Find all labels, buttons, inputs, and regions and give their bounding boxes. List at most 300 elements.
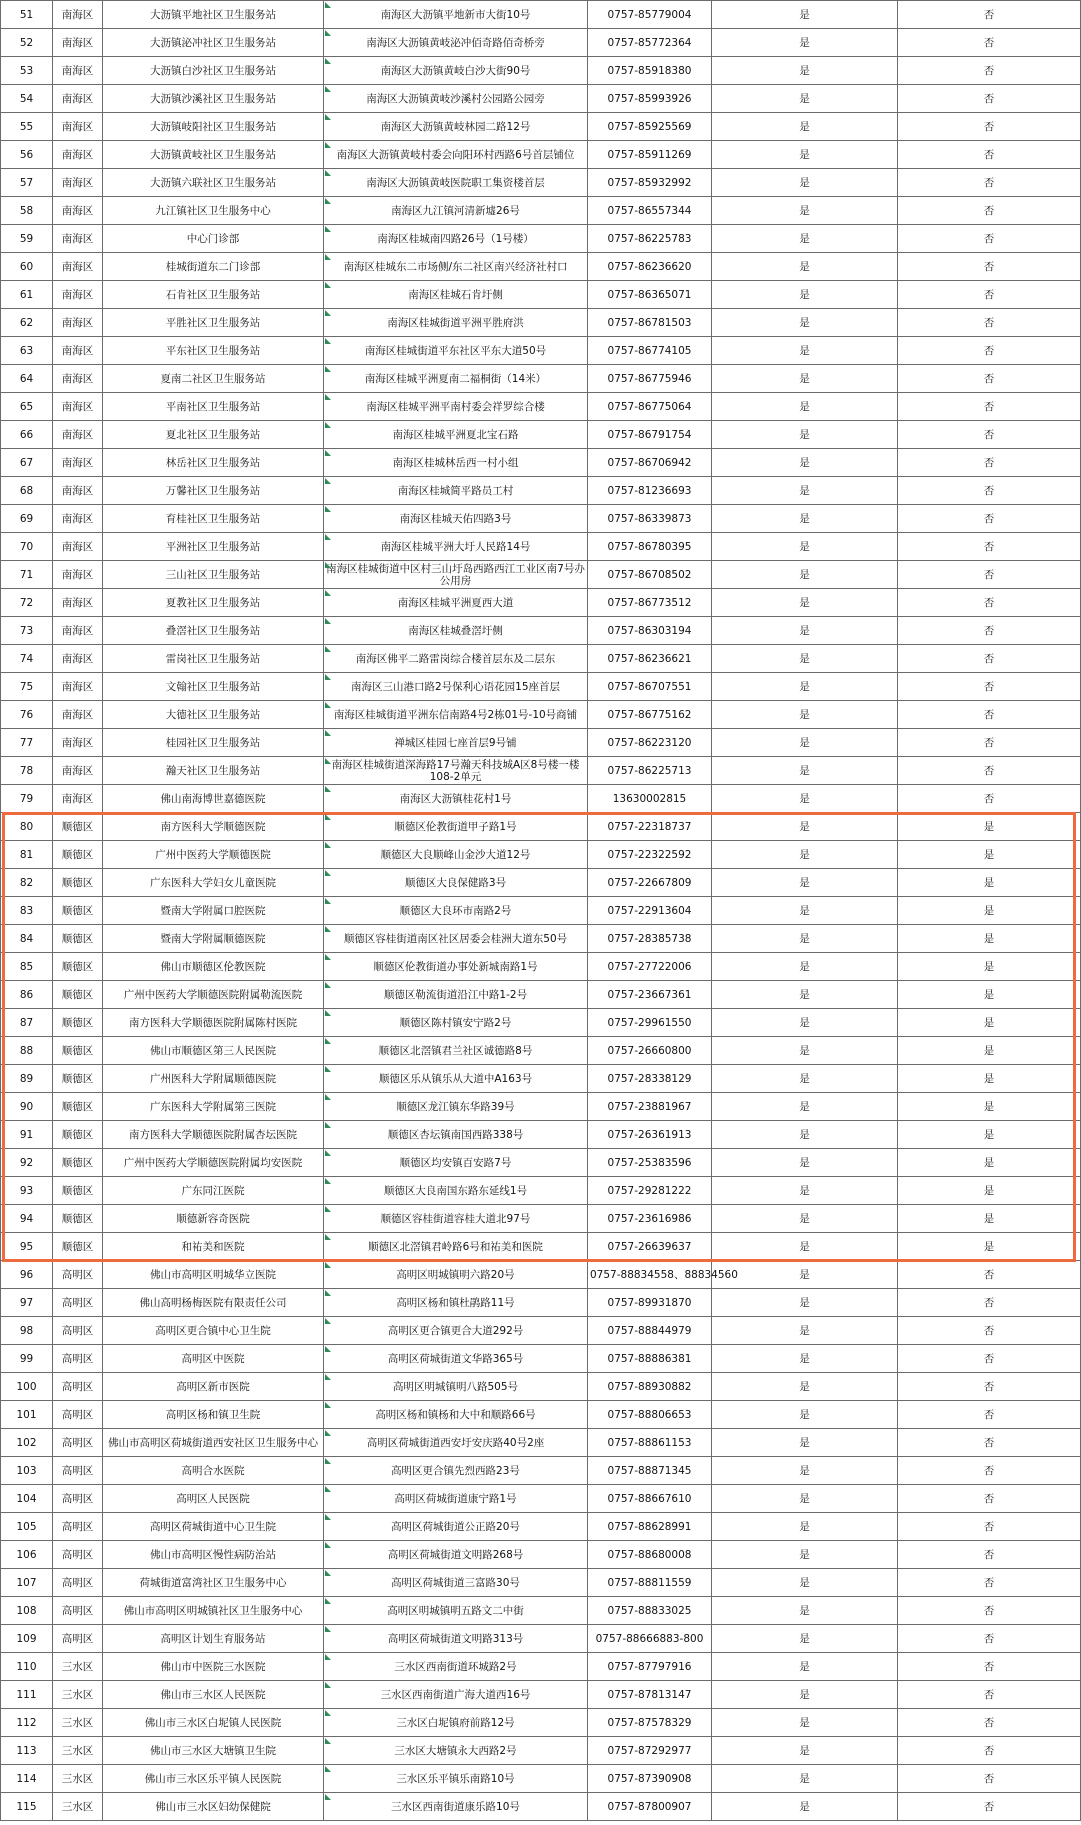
cell-institution[interactable]: 佛山市高明区荷城街道西安社区卫生服务中心 (103, 1429, 324, 1457)
cell-institution[interactable]: 佛山市三水区乐平镇人民医院 (103, 1765, 324, 1793)
cell-flag-b[interactable]: 否 (898, 1653, 1081, 1681)
cell-address[interactable]: 顺德区北滘镇君兰社区诚德路8号 (324, 1037, 588, 1065)
cell-institution[interactable]: 佛山市高明区明城镇社区卫生服务中心 (103, 1597, 324, 1625)
cell-index[interactable]: 75 (1, 673, 53, 701)
cell-index[interactable]: 93 (1, 1177, 53, 1205)
cell-phone[interactable]: 0757-86791754 (588, 421, 712, 449)
cell-phone[interactable]: 0757-87797916 (588, 1653, 712, 1681)
cell-index[interactable]: 71 (1, 561, 53, 589)
cell-flag-b[interactable]: 是 (898, 1037, 1081, 1065)
cell-phone[interactable]: 0757-86780395 (588, 533, 712, 561)
cell-flag-b[interactable]: 否 (898, 225, 1081, 253)
cell-institution[interactable]: 佛山南海博世嘉德医院 (103, 785, 324, 813)
cell-flag-b[interactable]: 否 (898, 1, 1081, 29)
cell-flag-a[interactable]: 是 (712, 925, 898, 953)
cell-address[interactable]: 高明区杨和镇杜鹃路11号 (324, 1289, 588, 1317)
cell-district[interactable]: 南海区 (53, 337, 103, 365)
cell-index[interactable]: 88 (1, 1037, 53, 1065)
cell-phone[interactable]: 0757-81236693 (588, 477, 712, 505)
cell-index[interactable]: 60 (1, 253, 53, 281)
cell-address[interactable]: 南海区大沥镇黄岐村委会向阳环村西路6号首层铺位 (324, 141, 588, 169)
cell-district[interactable]: 南海区 (53, 141, 103, 169)
cell-address[interactable]: 高明区更合镇先烈西路23号 (324, 1457, 588, 1485)
cell-flag-a[interactable]: 是 (712, 1793, 898, 1821)
cell-flag-b[interactable]: 否 (898, 1485, 1081, 1513)
cell-flag-b[interactable]: 否 (898, 1373, 1081, 1401)
cell-flag-b[interactable]: 是 (898, 869, 1081, 897)
cell-index[interactable]: 99 (1, 1345, 53, 1373)
cell-address[interactable]: 顺德区伦教街道甲子路1号 (324, 813, 588, 841)
cell-flag-a[interactable]: 是 (712, 505, 898, 533)
cell-phone[interactable]: 0757-87578329 (588, 1709, 712, 1737)
cell-flag-a[interactable]: 是 (712, 1009, 898, 1037)
cell-phone[interactable]: 0757-85772364 (588, 29, 712, 57)
cell-flag-a[interactable]: 是 (712, 1737, 898, 1765)
cell-address[interactable]: 南海区大沥镇平地新市大街10号 (324, 1, 588, 29)
cell-district[interactable]: 南海区 (53, 757, 103, 785)
cell-flag-b[interactable]: 是 (898, 897, 1081, 925)
cell-index[interactable]: 113 (1, 1737, 53, 1765)
cell-institution[interactable]: 广东医科大学妇女儿童医院 (103, 869, 324, 897)
cell-phone[interactable]: 0757-28385738 (588, 925, 712, 953)
cell-address[interactable]: 高明区荷城街道公正路20号 (324, 1513, 588, 1541)
cell-index[interactable]: 66 (1, 421, 53, 449)
cell-address[interactable]: 顺德区大良环市南路2号 (324, 897, 588, 925)
cell-district[interactable]: 南海区 (53, 701, 103, 729)
cell-institution[interactable]: 佛山市三水区大塘镇卫生院 (103, 1737, 324, 1765)
cell-phone[interactable]: 0757-26660800 (588, 1037, 712, 1065)
cell-address[interactable]: 南海区桂城街道平洲平胜府洪 (324, 309, 588, 337)
cell-phone[interactable]: 0757-86303194 (588, 617, 712, 645)
cell-index[interactable]: 108 (1, 1597, 53, 1625)
cell-institution[interactable]: 夏北社区卫生服务站 (103, 421, 324, 449)
cell-flag-b[interactable]: 否 (898, 57, 1081, 85)
cell-index[interactable]: 105 (1, 1513, 53, 1541)
cell-district[interactable]: 高明区 (53, 1541, 103, 1569)
cell-flag-a[interactable]: 是 (712, 1121, 898, 1149)
cell-flag-b[interactable]: 否 (898, 1401, 1081, 1429)
cell-phone[interactable]: 0757-86557344 (588, 197, 712, 225)
cell-phone[interactable]: 0757-87390908 (588, 1765, 712, 1793)
cell-district[interactable]: 三水区 (53, 1737, 103, 1765)
cell-institution[interactable]: 三山社区卫生服务站 (103, 561, 324, 589)
cell-flag-a[interactable]: 是 (712, 1485, 898, 1513)
cell-flag-b[interactable]: 否 (898, 589, 1081, 617)
cell-index[interactable]: 73 (1, 617, 53, 645)
cell-address[interactable]: 顺德区容桂街道容桂大道北97号 (324, 1205, 588, 1233)
cell-phone[interactable]: 0757-86236621 (588, 645, 712, 673)
cell-index[interactable]: 107 (1, 1569, 53, 1597)
cell-address[interactable]: 南海区桂城南四路26号（1号楼） (324, 225, 588, 253)
cell-flag-a[interactable]: 是 (712, 1205, 898, 1233)
cell-address[interactable]: 顺德区杏坛镇南国西路338号 (324, 1121, 588, 1149)
cell-flag-b[interactable]: 是 (898, 1233, 1081, 1261)
cell-index[interactable]: 65 (1, 393, 53, 421)
cell-flag-a[interactable]: 是 (712, 169, 898, 197)
cell-district[interactable]: 南海区 (53, 589, 103, 617)
cell-flag-a[interactable]: 是 (712, 1513, 898, 1541)
cell-phone[interactable]: 0757-23881967 (588, 1093, 712, 1121)
cell-district[interactable]: 顺德区 (53, 813, 103, 841)
cell-district[interactable]: 顺德区 (53, 1121, 103, 1149)
cell-address[interactable]: 南海区大沥镇桂花村1号 (324, 785, 588, 813)
cell-district[interactable]: 顺德区 (53, 1233, 103, 1261)
cell-address[interactable]: 南海区大沥镇黄岐林园二路12号 (324, 113, 588, 141)
cell-index[interactable]: 70 (1, 533, 53, 561)
cell-institution[interactable]: 广州中医药大学顺德医院 (103, 841, 324, 869)
cell-flag-b[interactable]: 否 (898, 281, 1081, 309)
cell-phone[interactable]: 0757-87813147 (588, 1681, 712, 1709)
cell-index[interactable]: 55 (1, 113, 53, 141)
cell-flag-a[interactable]: 是 (712, 701, 898, 729)
cell-flag-b[interactable]: 否 (898, 365, 1081, 393)
cell-institution[interactable]: 大沥镇岐阳社区卫生服务站 (103, 113, 324, 141)
cell-institution[interactable]: 大沥镇沙溪社区卫生服务站 (103, 85, 324, 113)
cell-phone[interactable]: 0757-85779004 (588, 1, 712, 29)
cell-district[interactable]: 高明区 (53, 1569, 103, 1597)
cell-address[interactable]: 三水区白坭镇府前路12号 (324, 1709, 588, 1737)
cell-district[interactable]: 顺德区 (53, 1093, 103, 1121)
cell-flag-a[interactable]: 是 (712, 1037, 898, 1065)
cell-address[interactable]: 南海区大沥镇黄岐白沙大街90号 (324, 57, 588, 85)
cell-flag-b[interactable]: 否 (898, 1261, 1081, 1289)
cell-address[interactable]: 南海区桂城天佑四路3号 (324, 505, 588, 533)
cell-flag-a[interactable]: 是 (712, 1625, 898, 1653)
cell-address[interactable]: 南海区大沥镇黄岐沙溪村公园路公园旁 (324, 85, 588, 113)
cell-institution[interactable]: 广州中医药大学顺德医院附属均安医院 (103, 1149, 324, 1177)
cell-institution[interactable]: 佛山市高明区明城华立医院 (103, 1261, 324, 1289)
cell-flag-b[interactable]: 否 (898, 533, 1081, 561)
cell-flag-b[interactable]: 否 (898, 113, 1081, 141)
cell-flag-b[interactable]: 否 (898, 477, 1081, 505)
cell-flag-a[interactable]: 是 (712, 113, 898, 141)
cell-phone[interactable]: 0757-85993926 (588, 85, 712, 113)
cell-flag-a[interactable]: 是 (712, 561, 898, 589)
cell-address[interactable]: 高明区杨和镇杨和大中和顺路66号 (324, 1401, 588, 1429)
cell-phone[interactable]: 0757-22322592 (588, 841, 712, 869)
cell-address[interactable]: 南海区桂城东二市场侧/东二社区南兴经济社村口 (324, 253, 588, 281)
cell-flag-b[interactable]: 否 (898, 1793, 1081, 1821)
cell-address[interactable]: 顺德区陈村镇安宁路2号 (324, 1009, 588, 1037)
cell-index[interactable]: 96 (1, 1261, 53, 1289)
cell-address[interactable]: 顺德区伦教街道办事处新城南路1号 (324, 953, 588, 981)
cell-institution[interactable]: 夏教社区卫生服务站 (103, 589, 324, 617)
cell-index[interactable]: 102 (1, 1429, 53, 1457)
cell-flag-a[interactable]: 是 (712, 869, 898, 897)
cell-index[interactable]: 68 (1, 477, 53, 505)
cell-index[interactable]: 89 (1, 1065, 53, 1093)
cell-phone[interactable]: 0757-86774105 (588, 337, 712, 365)
cell-flag-a[interactable]: 是 (712, 57, 898, 85)
cell-phone[interactable]: 0757-26639637 (588, 1233, 712, 1261)
cell-phone[interactable]: 0757-88667610 (588, 1485, 712, 1513)
cell-institution[interactable]: 高明区计划生育服务站 (103, 1625, 324, 1653)
cell-district[interactable]: 顺德区 (53, 953, 103, 981)
cell-address[interactable]: 高明区明城镇明六路20号 (324, 1261, 588, 1289)
cell-district[interactable]: 南海区 (53, 477, 103, 505)
cell-flag-a[interactable]: 是 (712, 477, 898, 505)
cell-address[interactable]: 高明区荷城街道康宁路1号 (324, 1485, 588, 1513)
cell-district[interactable]: 南海区 (53, 1, 103, 29)
cell-index[interactable]: 95 (1, 1233, 53, 1261)
cell-index[interactable]: 69 (1, 505, 53, 533)
cell-phone[interactable]: 0757-86236620 (588, 253, 712, 281)
cell-phone[interactable]: 0757-88834558、88834560 (588, 1261, 712, 1289)
cell-phone[interactable]: 0757-86225713 (588, 757, 712, 785)
cell-institution[interactable]: 广州医科大学附属顺德医院 (103, 1065, 324, 1093)
cell-flag-a[interactable]: 是 (712, 1177, 898, 1205)
cell-index[interactable]: 58 (1, 197, 53, 225)
cell-district[interactable]: 南海区 (53, 533, 103, 561)
cell-institution[interactable]: 南方医科大学顺德医院 (103, 813, 324, 841)
cell-phone[interactable]: 0757-88806653 (588, 1401, 712, 1429)
cell-district[interactable]: 南海区 (53, 225, 103, 253)
cell-district[interactable]: 南海区 (53, 393, 103, 421)
cell-index[interactable]: 104 (1, 1485, 53, 1513)
cell-index[interactable]: 115 (1, 1793, 53, 1821)
cell-district[interactable]: 南海区 (53, 673, 103, 701)
cell-flag-a[interactable]: 是 (712, 1289, 898, 1317)
cell-institution[interactable]: 佛山市三水区妇幼保健院 (103, 1793, 324, 1821)
cell-flag-a[interactable]: 是 (712, 85, 898, 113)
cell-index[interactable]: 98 (1, 1317, 53, 1345)
cell-address[interactable]: 南海区大沥镇黄岐泌冲佰奇路佰奇桥旁 (324, 29, 588, 57)
cell-district[interactable]: 南海区 (53, 57, 103, 85)
cell-institution[interactable]: 桂城街道东二门诊部 (103, 253, 324, 281)
cell-index[interactable]: 57 (1, 169, 53, 197)
cell-address[interactable]: 南海区三山港口路2号保利心语花园15座首层 (324, 673, 588, 701)
cell-flag-b[interactable]: 否 (898, 253, 1081, 281)
cell-flag-a[interactable]: 是 (712, 645, 898, 673)
cell-district[interactable]: 顺德区 (53, 981, 103, 1009)
cell-address[interactable]: 三水区西南街道广海大道西16号 (324, 1681, 588, 1709)
cell-address[interactable]: 顺德区大良保健路3号 (324, 869, 588, 897)
cell-flag-b[interactable]: 否 (898, 1709, 1081, 1737)
cell-district[interactable]: 南海区 (53, 505, 103, 533)
cell-flag-b[interactable]: 是 (898, 1065, 1081, 1093)
cell-flag-b[interactable]: 否 (898, 673, 1081, 701)
cell-index[interactable]: 94 (1, 1205, 53, 1233)
cell-institution[interactable]: 大沥镇平地社区卫生服务站 (103, 1, 324, 29)
cell-flag-a[interactable]: 是 (712, 953, 898, 981)
cell-flag-b[interactable]: 否 (898, 449, 1081, 477)
cell-index[interactable]: 61 (1, 281, 53, 309)
cell-address[interactable]: 南海区桂城平洲夏北宝石路 (324, 421, 588, 449)
cell-flag-b[interactable]: 否 (898, 1681, 1081, 1709)
cell-phone[interactable]: 0757-86775946 (588, 365, 712, 393)
cell-phone[interactable]: 0757-86775162 (588, 701, 712, 729)
cell-phone[interactable]: 0757-88811559 (588, 1569, 712, 1597)
cell-index[interactable]: 52 (1, 29, 53, 57)
cell-flag-a[interactable]: 是 (712, 1765, 898, 1793)
cell-address[interactable]: 南海区桂城街道平洲东信南路4号2栋01号-10号商铺 (324, 701, 588, 729)
cell-index[interactable]: 54 (1, 85, 53, 113)
cell-institution[interactable]: 平洲社区卫生服务站 (103, 533, 324, 561)
cell-address[interactable]: 高明区荷城街道三富路30号 (324, 1569, 588, 1597)
cell-flag-b[interactable]: 否 (898, 169, 1081, 197)
cell-phone[interactable]: 0757-87800907 (588, 1793, 712, 1821)
cell-flag-b[interactable]: 是 (898, 925, 1081, 953)
cell-flag-b[interactable]: 否 (898, 561, 1081, 589)
cell-index[interactable]: 77 (1, 729, 53, 757)
cell-address[interactable]: 南海区大沥镇黄岐医院职工集资楼首层 (324, 169, 588, 197)
cell-institution[interactable]: 夏南二社区卫生服务站 (103, 365, 324, 393)
cell-phone[interactable]: 0757-28338129 (588, 1065, 712, 1093)
cell-flag-a[interactable]: 是 (712, 757, 898, 785)
cell-flag-a[interactable]: 是 (712, 981, 898, 1009)
cell-address[interactable]: 高明区荷城街道西安圩安庆路40号2座 (324, 1429, 588, 1457)
cell-institution[interactable]: 大沥镇白沙社区卫生服务站 (103, 57, 324, 85)
cell-institution[interactable]: 平胜社区卫生服务站 (103, 309, 324, 337)
cell-district[interactable]: 南海区 (53, 785, 103, 813)
cell-flag-b[interactable]: 否 (898, 85, 1081, 113)
cell-index[interactable]: 79 (1, 785, 53, 813)
cell-phone[interactable]: 0757-86339873 (588, 505, 712, 533)
cell-flag-b[interactable]: 否 (898, 1513, 1081, 1541)
cell-institution[interactable]: 佛山市高明区慢性病防治站 (103, 1541, 324, 1569)
cell-address[interactable]: 高明区明城镇明八路505号 (324, 1373, 588, 1401)
cell-phone[interactable]: 0757-85918380 (588, 57, 712, 85)
cell-flag-b[interactable]: 否 (898, 645, 1081, 673)
cell-flag-a[interactable]: 是 (712, 533, 898, 561)
cell-district[interactable]: 南海区 (53, 561, 103, 589)
cell-district[interactable]: 高明区 (53, 1597, 103, 1625)
cell-address[interactable]: 禅城区桂园七座首层9号铺 (324, 729, 588, 757)
cell-phone[interactable]: 0757-89931870 (588, 1289, 712, 1317)
cell-district[interactable]: 高明区 (53, 1457, 103, 1485)
cell-district[interactable]: 顺德区 (53, 1149, 103, 1177)
cell-flag-a[interactable]: 是 (712, 365, 898, 393)
cell-district[interactable]: 南海区 (53, 421, 103, 449)
cell-index[interactable]: 56 (1, 141, 53, 169)
cell-flag-b[interactable]: 否 (898, 1457, 1081, 1485)
cell-phone[interactable]: 0757-86223120 (588, 729, 712, 757)
cell-flag-a[interactable]: 是 (712, 393, 898, 421)
cell-flag-b[interactable]: 否 (898, 785, 1081, 813)
cell-phone[interactable]: 0757-23616986 (588, 1205, 712, 1233)
cell-flag-a[interactable]: 是 (712, 673, 898, 701)
cell-address[interactable]: 高明区明城镇明五路文二中街 (324, 1597, 588, 1625)
cell-district[interactable]: 高明区 (53, 1317, 103, 1345)
cell-flag-b[interactable]: 否 (898, 729, 1081, 757)
cell-index[interactable]: 74 (1, 645, 53, 673)
cell-district[interactable]: 高明区 (53, 1345, 103, 1373)
cell-index[interactable]: 112 (1, 1709, 53, 1737)
cell-phone[interactable]: 0757-85932992 (588, 169, 712, 197)
cell-institution[interactable]: 瀚天社区卫生服务站 (103, 757, 324, 785)
cell-flag-a[interactable]: 是 (712, 1541, 898, 1569)
cell-institution[interactable]: 和祐美和医院 (103, 1233, 324, 1261)
cell-flag-b[interactable]: 是 (898, 1149, 1081, 1177)
cell-district[interactable]: 高明区 (53, 1485, 103, 1513)
cell-institution[interactable]: 佛山市三水区白坭镇人民医院 (103, 1709, 324, 1737)
cell-flag-b[interactable]: 否 (898, 1737, 1081, 1765)
cell-flag-a[interactable]: 是 (712, 617, 898, 645)
cell-institution[interactable]: 林岳社区卫生服务站 (103, 449, 324, 477)
cell-district[interactable]: 南海区 (53, 85, 103, 113)
cell-flag-a[interactable]: 是 (712, 281, 898, 309)
cell-institution[interactable]: 广东同江医院 (103, 1177, 324, 1205)
cell-phone[interactable]: 0757-88861153 (588, 1429, 712, 1457)
cell-flag-b[interactable]: 否 (898, 1625, 1081, 1653)
cell-flag-a[interactable]: 是 (712, 1317, 898, 1345)
cell-address[interactable]: 顺德区龙江镇东华路39号 (324, 1093, 588, 1121)
cell-flag-b[interactable]: 是 (898, 1177, 1081, 1205)
cell-district[interactable]: 南海区 (53, 281, 103, 309)
cell-flag-a[interactable]: 是 (712, 729, 898, 757)
cell-index[interactable]: 62 (1, 309, 53, 337)
cell-phone[interactable]: 0757-23667361 (588, 981, 712, 1009)
cell-flag-a[interactable]: 是 (712, 1261, 898, 1289)
cell-flag-b[interactable]: 否 (898, 617, 1081, 645)
cell-phone[interactable]: 13630002815 (588, 785, 712, 813)
cell-address[interactable]: 南海区桂城平洲夏西大道 (324, 589, 588, 617)
cell-flag-a[interactable]: 是 (712, 1401, 898, 1429)
cell-index[interactable]: 111 (1, 1681, 53, 1709)
cell-phone[interactable]: 0757-86781503 (588, 309, 712, 337)
cell-district[interactable]: 高明区 (53, 1513, 103, 1541)
cell-flag-a[interactable]: 是 (712, 1597, 898, 1625)
cell-index[interactable]: 78 (1, 757, 53, 785)
cell-district[interactable]: 高明区 (53, 1625, 103, 1653)
cell-flag-a[interactable]: 是 (712, 897, 898, 925)
cell-flag-b[interactable]: 否 (898, 701, 1081, 729)
cell-phone[interactable]: 0757-88871345 (588, 1457, 712, 1485)
cell-institution[interactable]: 顺德新容奇医院 (103, 1205, 324, 1233)
cell-institution[interactable]: 育桂社区卫生服务站 (103, 505, 324, 533)
cell-index[interactable]: 51 (1, 1, 53, 29)
cell-index[interactable]: 83 (1, 897, 53, 925)
cell-flag-b[interactable]: 是 (898, 1009, 1081, 1037)
cell-phone[interactable]: 0757-88886381 (588, 1345, 712, 1373)
cell-district[interactable]: 顺德区 (53, 1177, 103, 1205)
cell-flag-a[interactable]: 是 (712, 785, 898, 813)
cell-phone[interactable]: 0757-87292977 (588, 1737, 712, 1765)
cell-district[interactable]: 顺德区 (53, 869, 103, 897)
cell-flag-a[interactable]: 是 (712, 1233, 898, 1261)
cell-index[interactable]: 92 (1, 1149, 53, 1177)
cell-address[interactable]: 南海区桂城林岳西一村小组 (324, 449, 588, 477)
cell-phone[interactable]: 0757-86707551 (588, 673, 712, 701)
cell-district[interactable]: 高明区 (53, 1401, 103, 1429)
cell-address[interactable]: 顺德区北滘镇君岭路6号和祐美和医院 (324, 1233, 588, 1261)
cell-flag-b[interactable]: 是 (898, 1093, 1081, 1121)
cell-district[interactable]: 顺德区 (53, 1037, 103, 1065)
cell-institution[interactable]: 大沥镇泌冲社区卫生服务站 (103, 29, 324, 57)
cell-flag-b[interactable]: 否 (898, 197, 1081, 225)
cell-phone[interactable]: 0757-86775064 (588, 393, 712, 421)
cell-institution[interactable]: 佛山市三水区人民医院 (103, 1681, 324, 1709)
cell-phone[interactable]: 0757-88680008 (588, 1541, 712, 1569)
cell-institution[interactable]: 高明合水医院 (103, 1457, 324, 1485)
cell-district[interactable]: 高明区 (53, 1261, 103, 1289)
cell-district[interactable]: 南海区 (53, 449, 103, 477)
cell-index[interactable]: 100 (1, 1373, 53, 1401)
cell-flag-a[interactable]: 是 (712, 1429, 898, 1457)
cell-district[interactable]: 顺德区 (53, 1205, 103, 1233)
cell-phone[interactable]: 0757-22318737 (588, 813, 712, 841)
cell-phone[interactable]: 0757-85911269 (588, 141, 712, 169)
cell-institution[interactable]: 大德社区卫生服务站 (103, 701, 324, 729)
cell-district[interactable]: 三水区 (53, 1709, 103, 1737)
cell-institution[interactable]: 平南社区卫生服务站 (103, 393, 324, 421)
cell-phone[interactable]: 0757-25383596 (588, 1149, 712, 1177)
cell-institution[interactable]: 佛山高明杨梅医院有限责任公司 (103, 1289, 324, 1317)
cell-phone[interactable]: 0757-88844979 (588, 1317, 712, 1345)
cell-flag-b[interactable]: 否 (898, 1429, 1081, 1457)
cell-institution[interactable]: 高明区荷城街道中心卫生院 (103, 1513, 324, 1541)
cell-index[interactable]: 101 (1, 1401, 53, 1429)
